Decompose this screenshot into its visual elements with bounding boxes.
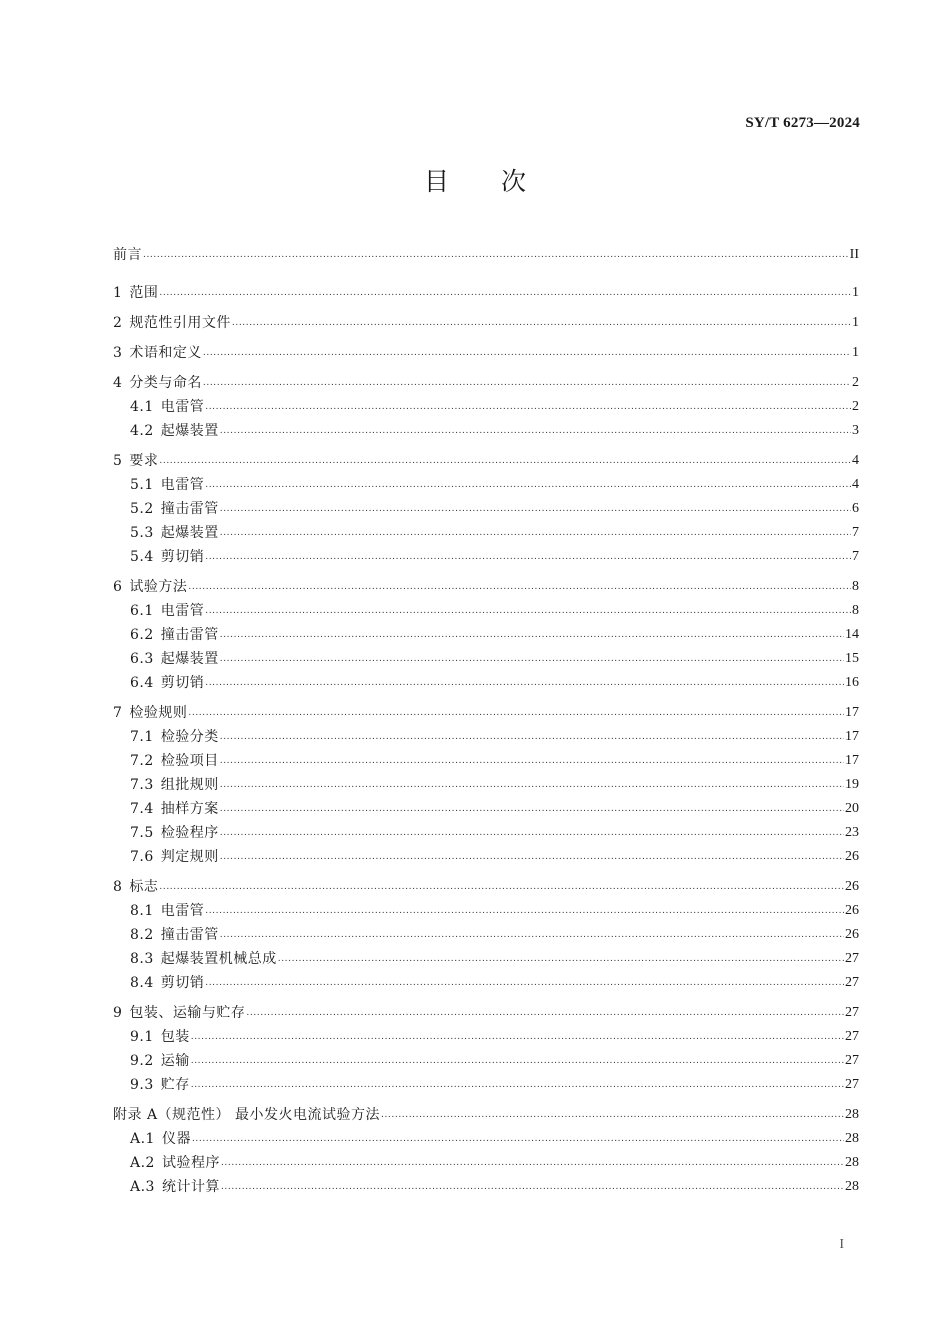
toc-entry-number: 9.1 [130,1029,154,1045]
toc-entry-number: 4 [113,375,123,391]
toc-entry-text: 剪切销 [160,975,205,991]
toc-entry-number: 7 [113,705,123,721]
toc-entry-number: 9.2 [130,1053,154,1069]
toc-entry-text: 规范性引用文件 [129,315,231,331]
toc-leader-dots [205,905,844,917]
toc-entry-label [113,1130,191,1148]
toc-entry-label [113,752,219,770]
toc-entry[interactable] [113,746,859,770]
toc-entry-text: 附录 A（规范性） 最小发火电流试验方法 [113,1107,381,1123]
toc-entry-label [113,902,204,920]
toc-entry[interactable] [113,1172,859,1196]
toc-entry[interactable] [113,668,859,692]
toc-entry[interactable] [113,1046,859,1070]
toc-leader-dots [220,779,844,791]
table-of-contents [113,240,859,1196]
toc-leader-dots [205,605,851,617]
toc-entry[interactable] [113,518,859,542]
toc-entry-text: 检验程序 [160,825,219,841]
toc-entry-text: 检验规则 [129,705,188,721]
toc-entry[interactable] [113,542,859,566]
toc-entry-label [113,728,219,746]
toc-entry-text: 撞击雷管 [160,501,219,517]
toc-entry-label [113,650,219,668]
toc-entry-label [113,800,219,818]
toc-leader-dots [220,929,844,941]
toc-entry-number: 5.1 [130,477,154,493]
toc-entry-label [113,704,187,722]
toc-entry[interactable] [113,944,859,968]
toc-entry-label [113,1004,245,1022]
toc-leader-dots [205,401,851,413]
toc-entry-label [113,1052,190,1070]
toc-entry-label [113,1178,220,1196]
toc-entry-number: 4.2 [130,423,154,439]
toc-entry-number: 8 [113,879,123,895]
footer-page-number: I [839,1237,844,1252]
toc-entry-label [113,926,219,944]
toc-entry[interactable] [113,416,859,440]
toc-entry-text: 撞击雷管 [160,927,219,943]
toc-entry[interactable] [113,818,859,842]
toc-entry-label [113,602,204,620]
toc-entry[interactable] [113,872,859,896]
toc-entry-number: 5.3 [130,525,154,541]
toc-entry[interactable] [113,722,859,746]
toc-entry-page: 16 [845,675,859,690]
toc-entry-text: 电雷管 [160,477,205,493]
toc-leader-dots [192,1133,844,1145]
toc-entry-page: 1 [852,345,859,360]
toc-entry[interactable] [113,770,859,794]
toc-entry-text: 运输 [160,1053,190,1069]
toc-entry-label [113,674,204,692]
toc-entry-number: 8.4 [130,975,154,991]
toc-entry[interactable] [113,1022,859,1046]
toc-entry-label [113,776,219,794]
toc-leader-dots [159,287,851,299]
toc-entry-text: 电雷管 [160,603,205,619]
toc-entry-label [113,500,219,518]
toc-entry-page: 4 [852,453,859,468]
toc-entry-number: 3 [113,345,123,361]
toc-entry-label [113,476,204,494]
toc-entry-page: 17 [845,705,859,720]
toc-entry-page: 26 [845,849,859,864]
toc-leader-dots [220,653,844,665]
toc-entry-label [113,374,202,392]
toc-entry-label [113,314,231,332]
toc-entry-page: 15 [845,651,859,666]
toc-leader-dots [159,881,844,893]
toc-entry-number: 2 [113,315,123,331]
toc-entry-text: 抽样方案 [160,801,219,817]
toc-entry[interactable] [113,1148,859,1172]
toc-leader-dots [220,755,844,767]
toc-leader-dots [203,377,851,389]
toc-entry[interactable] [113,644,859,668]
toc-entry-page: 27 [845,1077,859,1092]
toc-entry[interactable] [113,1070,859,1094]
toc-entry-page: 7 [852,525,859,540]
toc-entry-label [113,246,142,264]
toc-entry-text: 试验方法 [129,579,188,595]
toc-leader-dots [220,803,844,815]
standard-code: SY/T 6273—2024 [745,115,860,131]
toc-entry-page: 27 [845,1029,859,1044]
toc-entry-text: 起爆装置 [160,525,219,541]
toc-leader-dots [191,1031,844,1043]
toc-entry[interactable] [113,470,859,494]
toc-entry-label [113,1106,380,1124]
toc-entry-page: 20 [845,801,859,816]
toc-entry-number: 8.3 [130,951,154,967]
toc-leader-dots [205,479,851,491]
toc-entry-page: 26 [845,879,859,894]
toc-entry[interactable] [113,240,859,264]
toc-leader-dots [246,1007,844,1019]
toc-entry-text: 统计计算 [161,1179,220,1195]
toc-leader-dots [191,1055,844,1067]
toc-entry-number: 6.2 [130,627,154,643]
toc-entry-label [113,284,158,302]
toc-entry-number: 1 [113,285,123,301]
toc-entry-label [113,950,277,968]
toc-entry[interactable] [113,1100,859,1124]
toc-entry-page: 2 [852,399,859,414]
toc-entry-text: 仪器 [161,1131,191,1147]
toc-entry-page: 28 [845,1155,859,1170]
toc-entry-number: 9.3 [130,1077,154,1093]
toc-entry-text: 分类与命名 [129,375,202,391]
toc-entry-number: 7.2 [130,753,154,769]
toc-entry-number: 5.4 [130,549,154,565]
toc-entry[interactable] [113,794,859,818]
toc-entry[interactable] [113,842,859,866]
toc-entry-label [113,578,187,596]
toc-entry-text: 剪切销 [160,675,205,691]
toc-leader-dots [143,249,849,261]
toc-leader-dots [220,827,844,839]
toc-entry-number: 7.4 [130,801,154,817]
toc-leader-dots [205,977,844,989]
toc-entry[interactable] [113,368,859,392]
toc-entry-label [113,1154,220,1172]
toc-entry[interactable] [113,620,859,644]
toc-entry-number: 6 [113,579,123,595]
toc-entry-number: 9 [113,1005,123,1021]
toc-leader-dots [188,581,851,593]
toc-leader-dots [220,425,851,437]
toc-entry-number: 6.1 [130,603,154,619]
toc-entry-text: 标志 [129,879,159,895]
toc-entry-page: 4 [852,477,859,492]
toc-leader-dots [221,1181,844,1193]
toc-entry[interactable] [113,494,859,518]
toc-leader-dots [220,731,844,743]
toc-entry-page: 28 [845,1179,859,1194]
toc-entry-page: 8 [852,579,859,594]
toc-entry-text: 前言 [113,247,142,263]
toc-leader-dots [203,347,851,359]
toc-entry-page: 1 [852,285,859,300]
toc-entry[interactable] [113,698,859,722]
toc-entry-label [113,878,158,896]
toc-entry[interactable] [113,896,859,920]
toc-entry-number: A.3 [130,1179,155,1195]
toc-leader-dots [205,677,844,689]
toc-entry-label [113,848,219,866]
toc-entry-page: 2 [852,375,859,390]
toc-entry-number: 5 [113,453,123,469]
toc-leader-dots [220,527,851,539]
toc-entry-number: 5.2 [130,501,154,517]
toc-entry-text: 要求 [129,453,159,469]
toc-entry[interactable] [113,392,859,416]
toc-entry[interactable] [113,1124,859,1148]
toc-entry-page: II [849,247,859,262]
page-title-char-1: 目 [423,167,449,196]
toc-entry-text: 贮存 [160,1077,190,1093]
toc-entry-page: 27 [845,1005,859,1020]
toc-entry-label [113,524,219,542]
toc-entry-page: 1 [852,315,859,330]
toc-leader-dots [159,455,851,467]
toc-entry-page: 19 [845,777,859,792]
toc-entry-text: 检验分类 [160,729,219,745]
toc-entry-number: 4.1 [130,399,154,415]
toc-entry-number: A.1 [130,1131,155,1147]
toc-entry-page: 17 [845,729,859,744]
toc-entry-page: 3 [852,423,859,438]
toc-leader-dots [278,953,844,965]
toc-entry-text: 范围 [129,285,159,301]
toc-entry-page: 26 [845,927,859,942]
toc-leader-dots [220,851,844,863]
toc-entry-text: 包装、运输与贮存 [129,1005,246,1021]
toc-leader-dots [188,707,844,719]
toc-entry-page: 8 [852,603,859,618]
toc-entry[interactable] [113,446,859,470]
toc-entry[interactable] [113,308,859,332]
toc-entry-text: 判定规则 [160,849,219,865]
toc-entry[interactable] [113,572,859,596]
toc-entry-number: 6.3 [130,651,154,667]
toc-entry-number: 7.1 [130,729,154,745]
toc-entry-label [113,1076,190,1094]
toc-leader-dots [220,503,851,515]
toc-leader-dots [220,629,844,641]
toc-entry-label [113,824,219,842]
toc-entry-number: 7.6 [130,849,154,865]
toc-entry-label [113,974,204,992]
toc-entry-label [113,344,202,362]
toc-entry-page: 14 [845,627,859,642]
toc-entry[interactable] [113,920,859,944]
toc-entry[interactable] [113,998,859,1022]
toc-leader-dots [381,1109,844,1121]
toc-leader-dots [191,1079,844,1091]
toc-entry-page: 6 [852,501,859,516]
toc-entry-page: 28 [845,1107,859,1122]
toc-entry-label [113,398,204,416]
toc-entry-label [113,452,158,470]
toc-entry-text: 起爆装置 [160,651,219,667]
toc-entry-number: 8.2 [130,927,154,943]
toc-entry-text: 检验项目 [160,753,219,769]
toc-entry[interactable] [113,278,859,302]
toc-entry-text: 电雷管 [160,903,205,919]
toc-entry-text: 术语和定义 [129,345,202,361]
toc-entry-text: 包装 [160,1029,190,1045]
toc-entry-label [113,422,219,440]
toc-leader-dots [221,1157,844,1169]
toc-entry-page: 23 [845,825,859,840]
toc-entry-page: 27 [845,1053,859,1068]
toc-entry-page: 26 [845,903,859,918]
toc-entry-text: 起爆装置 [160,423,219,439]
toc-leader-dots [205,551,851,563]
toc-entry-label [113,626,219,644]
toc-entry-page: 17 [845,753,859,768]
toc-entry-number: 8.1 [130,903,154,919]
toc-entry-text: 电雷管 [160,399,205,415]
toc-entry-number: 6.4 [130,675,154,691]
page-title-char-2: 次 [501,167,527,196]
toc-entry-label [113,548,204,566]
toc-entry-number: 7.3 [130,777,154,793]
toc-entry[interactable] [113,596,859,620]
toc-entry[interactable] [113,338,859,362]
toc-entry-number: A.2 [130,1155,155,1171]
toc-entry-page: 27 [845,951,859,966]
toc-entry-text: 试验程序 [161,1155,220,1171]
toc-entry-label [113,1028,190,1046]
page-title [0,162,950,198]
toc-entry-page: 7 [852,549,859,564]
toc-entry-page: 27 [845,975,859,990]
toc-entry[interactable] [113,968,859,992]
toc-entry-number: 7.5 [130,825,154,841]
toc-entry-text: 组批规则 [160,777,219,793]
toc-entry-text: 撞击雷管 [160,627,219,643]
toc-leader-dots [232,317,851,329]
toc-entry-page: 28 [845,1131,859,1146]
toc-entry-text: 起爆装置机械总成 [160,951,277,967]
toc-entry-text: 剪切销 [160,549,205,565]
